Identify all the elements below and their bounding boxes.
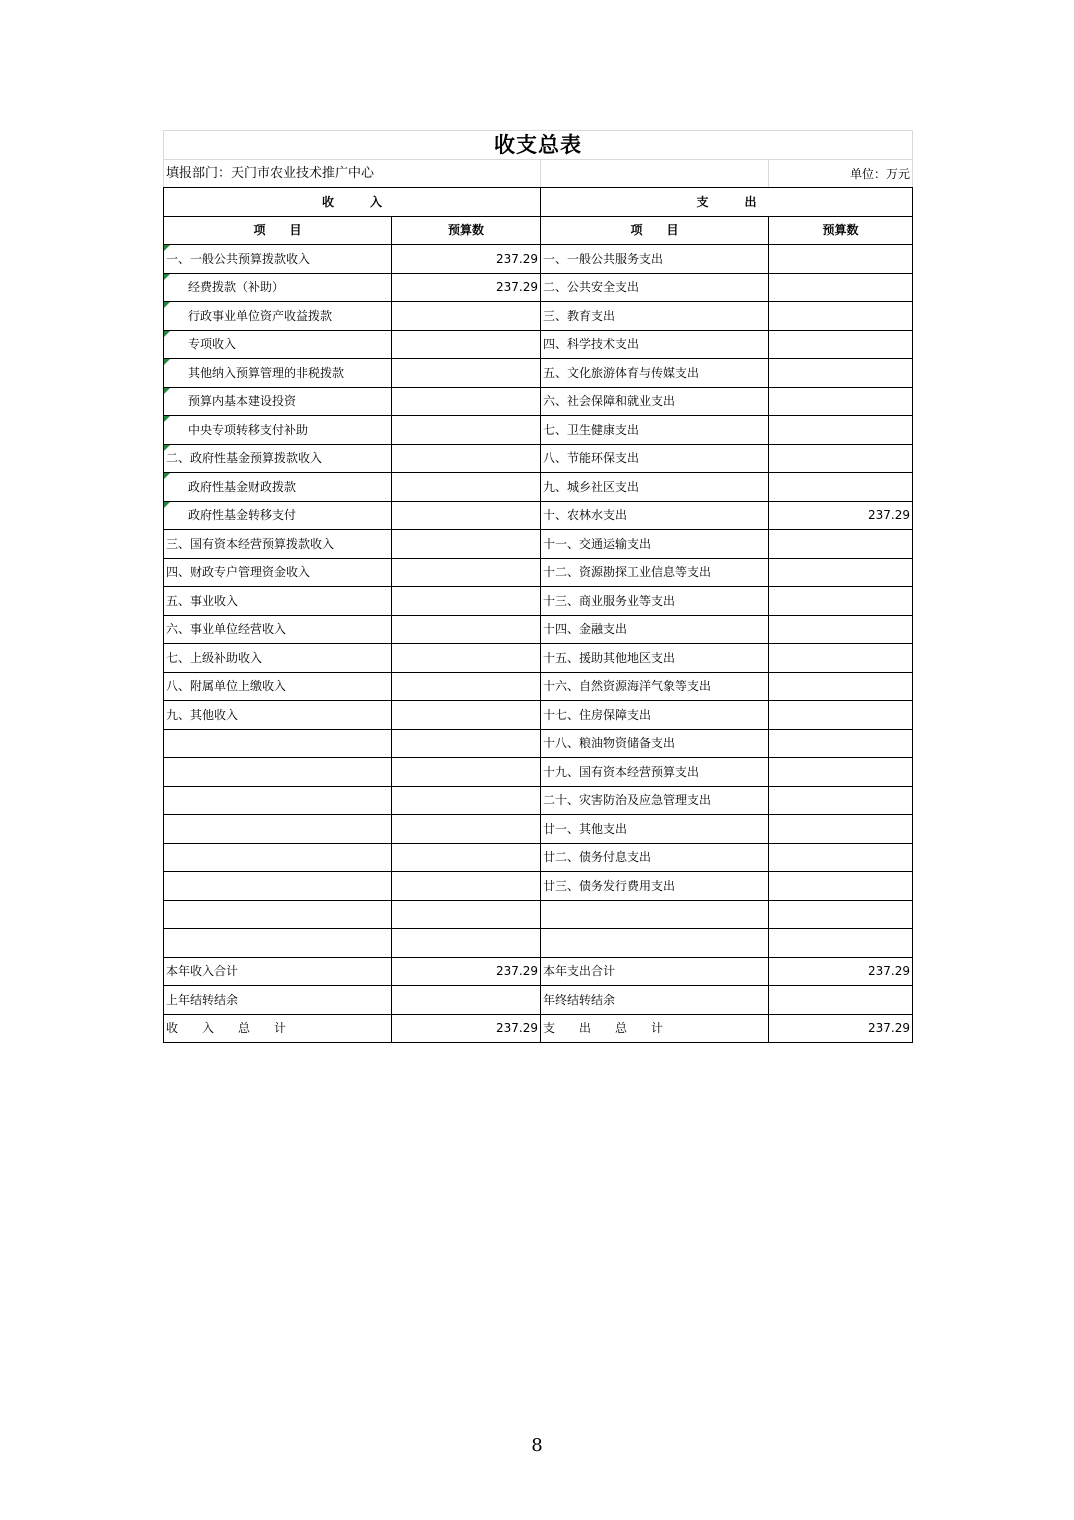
income-item-cell-text: 政府性基金转移支付 [188,508,297,523]
income-budget-cell [392,701,541,730]
income-item-cell [164,587,392,616]
income-item-cell-text: 预算内基本建设投资 [188,394,297,409]
income-item-cell [164,672,392,701]
expense-budget-cell [769,245,913,274]
comment-marker-icon [164,388,170,394]
comment-marker-icon [164,302,170,308]
income-budget-cell [392,501,541,530]
table-title: 收支总表 [164,131,913,160]
income-item-cell [164,729,392,758]
income-item-cell-text: 五、事业收入 [166,593,239,608]
income-item-cell [164,815,392,844]
income-item-cell-text: 九、其他收入 [166,707,239,722]
expense-item-cell-text: 二十、灾害防治及应急管理支出 [543,793,712,808]
expense-budget-cell-text: 237.29 [868,508,910,523]
comment-marker-icon [164,445,170,451]
expense-item-cell [541,302,769,331]
income-budget-cell [392,929,541,958]
expense-item-cell-text: 年终结转结余 [543,992,616,1007]
expense-item-cell [541,786,769,815]
expense-budget-cell [769,444,913,473]
table-row [164,729,913,758]
expense-budget-cell-text: 237.29 [868,1021,910,1036]
meta-blank-cell [541,160,769,188]
expense-budget-cell [769,587,913,616]
expense-budget-cell [769,530,913,559]
income-item-cell [164,986,392,1015]
comment-marker-icon [164,331,170,337]
income-item-cell-text: 六、事业单位经营收入 [166,622,287,637]
summary-table [163,130,913,1043]
expense-item-cell [541,615,769,644]
income-item-cell-text: 本年收入合计 [166,964,239,979]
table-row [164,302,913,331]
expense-item-cell-text: 一、一般公共服务支出 [543,251,664,266]
expense-budget-cell [769,387,913,416]
income-budget-cell [392,729,541,758]
income-item-column-header: 项 目 [164,216,392,245]
expense-item-cell [541,729,769,758]
expense-budget-cell [769,416,913,445]
expense-item-cell [541,758,769,787]
table-row [164,929,913,958]
expense-item-cell [541,815,769,844]
income-budget-cell [392,986,541,1015]
table-row [164,387,913,416]
income-item-cell [164,843,392,872]
expense-budget-cell [769,729,913,758]
income-item-cell-text: 上年结转结余 [166,992,239,1007]
income-budget-cell [392,530,541,559]
expense-item-cell-text: 八、节能环保支出 [543,451,640,466]
income-item-cell [164,644,392,673]
expense-item-cell [541,245,769,274]
income-item-cell [164,501,392,530]
table-row [164,900,913,929]
expense-item-cell [541,929,769,958]
department-label: 填报部门：天门市农业技术推广中心 [164,160,541,188]
table-row [164,957,913,986]
expense-item-cell-text: 廿三、债务发行费用支出 [543,878,676,893]
income-item-cell [164,701,392,730]
income-item-cell [164,330,392,359]
income-budget-cell [392,672,541,701]
income-budget-cell [392,330,541,359]
income-item-cell [164,473,392,502]
income-item-cell-text: 中央专项转移支付补助 [188,422,309,437]
expense-item-cell [541,587,769,616]
income-budget-cell-text: 237.29 [496,280,538,295]
income-budget-cell [392,387,541,416]
expense-item-cell-text: 十、农林水支出 [543,508,628,523]
comment-marker-icon [164,359,170,365]
expense-budget-cell [769,615,913,644]
income-item-cell [164,1014,392,1043]
table-row [164,815,913,844]
income-item-cell [164,273,392,302]
income-budget-cell [392,245,541,274]
comment-marker-icon [164,274,170,280]
expense-item-cell-text: 支 出 总 计 [543,1021,664,1036]
income-item-cell [164,786,392,815]
expense-budget-column-header: 预算数 [769,216,913,245]
income-item-cell-text: 三、国有资本经营预算拨款收入 [166,536,335,551]
expense-item-column-header: 项 目 [541,216,769,245]
income-budget-cell-text: 237.29 [496,964,538,979]
expense-budget-cell [769,330,913,359]
budget-summary-sheet [163,130,912,1043]
expense-item-cell-text: 十二、资源勘探工业信息等支出 [543,565,712,580]
income-budget-cell [392,273,541,302]
income-item-cell-text: 专项收入 [188,337,237,352]
comment-marker-icon [164,473,170,479]
comment-marker-icon [164,416,170,422]
expense-budget-cell [769,672,913,701]
expense-header: 支 出 [541,188,913,217]
expense-item-cell [541,273,769,302]
income-budget-column-header: 预算数 [392,216,541,245]
expense-budget-cell [769,929,913,958]
expense-item-cell-text: 七、卫生健康支出 [543,422,640,437]
expense-item-cell [541,644,769,673]
income-budget-cell [392,758,541,787]
income-budget-cell [392,558,541,587]
income-item-cell [164,900,392,929]
expense-item-cell-text: 十四、金融支出 [543,622,628,637]
income-item-cell [164,929,392,958]
expense-item-cell-text: 十三、商业服务业等支出 [543,593,676,608]
income-item-cell [164,872,392,901]
expense-item-cell [541,501,769,530]
income-item-cell-text: 政府性基金财政拨款 [188,479,297,494]
table-row [164,786,913,815]
table-row [164,872,913,901]
expense-item-cell [541,872,769,901]
unit-label: 单位：万元 [769,160,913,188]
expense-item-cell-text: 十五、援助其他地区支出 [543,650,676,665]
income-budget-cell [392,587,541,616]
income-item-cell [164,359,392,388]
expense-budget-cell [769,359,913,388]
income-item-cell-text: 二、政府性基金预算拨款收入 [166,451,323,466]
table-row [164,444,913,473]
expense-item-cell-text: 廿二、债务付息支出 [543,850,652,865]
expense-budget-cell [769,815,913,844]
expense-budget-cell [769,786,913,815]
expense-item-cell [541,558,769,587]
income-item-cell-text: 八、附属单位上缴收入 [166,679,287,694]
income-item-cell [164,387,392,416]
expense-item-cell-text: 十八、粮油物资储备支出 [543,736,676,751]
expense-budget-cell-text: 237.29 [868,964,910,979]
income-budget-cell [392,957,541,986]
expense-item-cell [541,701,769,730]
expense-item-cell-text: 十七、住房保障支出 [543,707,652,722]
table-row [164,587,913,616]
expense-item-cell [541,957,769,986]
income-budget-cell [392,1014,541,1043]
table-row [164,530,913,559]
table-row [164,843,913,872]
expense-item-cell [541,387,769,416]
income-budget-cell [392,302,541,331]
expense-item-cell-text: 五、文化旅游体育与传媒支出 [543,365,700,380]
expense-item-cell-text: 十六、自然资源海洋气象等支出 [543,679,712,694]
expense-budget-cell [769,843,913,872]
expense-item-cell-text: 十一、交通运输支出 [543,536,652,551]
expense-item-cell [541,359,769,388]
income-item-cell [164,615,392,644]
income-item-cell-text: 一、一般公共预算拨款收入 [166,251,311,266]
income-item-cell [164,558,392,587]
comment-marker-icon [164,502,170,508]
expense-item-cell-text: 本年支出合计 [543,964,616,979]
expense-budget-cell [769,957,913,986]
comment-marker-icon [164,245,170,251]
expense-item-cell-text: 廿一、其他支出 [543,821,628,836]
income-item-cell-text: 七、上级补助收入 [166,650,263,665]
table-row [164,473,913,502]
expense-item-cell [541,843,769,872]
table-row [164,359,913,388]
income-item-cell-text: 四、财政专户管理资金收入 [166,565,311,580]
income-item-cell-text: 行政事业单位资产收益拨款 [188,308,333,323]
table-row [164,245,913,274]
table-row [164,416,913,445]
table-row [164,672,913,701]
income-item-cell-text: 收 入 总 计 [166,1021,287,1036]
income-item-cell [164,758,392,787]
income-item-cell-text: 其他纳入预算管理的非税拨款 [188,365,345,380]
expense-budget-cell [769,986,913,1015]
income-item-cell [164,444,392,473]
expense-item-cell-text: 十九、国有资本经营预算支出 [543,764,700,779]
income-budget-cell [392,786,541,815]
income-budget-cell [392,900,541,929]
table-row [164,758,913,787]
expense-budget-cell [769,701,913,730]
expense-item-cell [541,530,769,559]
table-row [164,644,913,673]
expense-budget-cell [769,900,913,929]
expense-budget-cell [769,473,913,502]
expense-item-cell [541,444,769,473]
income-budget-cell [392,416,541,445]
expense-item-cell [541,330,769,359]
expense-item-cell [541,473,769,502]
income-budget-cell [392,615,541,644]
expense-item-cell-text: 九、城乡社区支出 [543,479,640,494]
expense-budget-cell [769,872,913,901]
expense-item-cell [541,900,769,929]
table-row [164,701,913,730]
income-item-cell [164,957,392,986]
income-budget-cell [392,872,541,901]
expense-budget-cell [769,273,913,302]
income-budget-cell [392,644,541,673]
income-budget-cell [392,815,541,844]
income-budget-cell-text: 237.29 [496,1021,538,1036]
expense-budget-cell [769,758,913,787]
table-row [164,501,913,530]
expense-budget-cell [769,302,913,331]
income-item-cell-text: 经费拨款（补助） [188,280,285,295]
income-item-cell [164,302,392,331]
expense-item-cell [541,1014,769,1043]
table-row [164,1014,913,1043]
expense-item-cell-text: 三、教育支出 [543,308,616,323]
table-row [164,986,913,1015]
expense-budget-cell [769,644,913,673]
expense-item-cell [541,672,769,701]
income-item-cell [164,530,392,559]
expense-item-cell-text: 六、社会保障和就业支出 [543,394,676,409]
expense-item-cell-text: 四、科学技术支出 [543,337,640,352]
income-budget-cell-text: 237.29 [496,251,538,266]
expense-budget-cell [769,558,913,587]
income-header: 收 入 [164,188,541,217]
income-budget-cell [392,843,541,872]
expense-item-cell-text: 二、公共安全支出 [543,280,640,295]
income-budget-cell [392,473,541,502]
page-number: 8 [531,1435,543,1456]
table-row [164,615,913,644]
income-item-cell [164,416,392,445]
income-item-cell [164,245,392,274]
expense-item-cell [541,986,769,1015]
expense-budget-cell [769,501,913,530]
expense-item-cell [541,416,769,445]
income-budget-cell [392,444,541,473]
table-row [164,330,913,359]
table-row [164,558,913,587]
expense-budget-cell [769,1014,913,1043]
income-budget-cell [392,359,541,388]
table-row [164,273,913,302]
